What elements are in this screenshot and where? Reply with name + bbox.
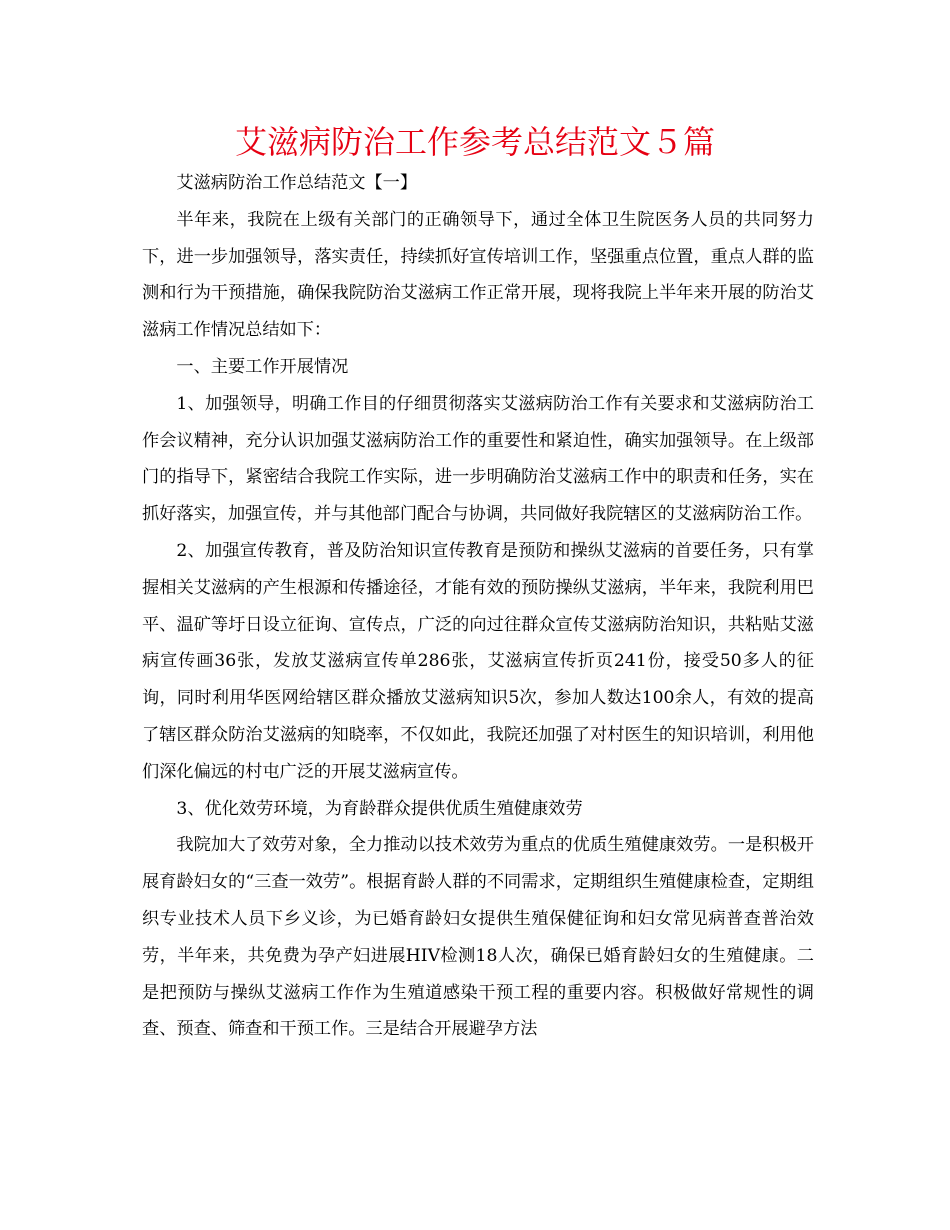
section-heading-main-work: 一、主要工作开展情况 — [176, 356, 349, 377]
document-body — [142, 165, 814, 1048]
section-heading-1: 艾滋病防治工作总结范文【一】 — [176, 173, 418, 193]
paragraph-item-1: 1、加强领导，明确工作目的仔细贯彻落实艾滋病防治工作有关要求和艾滋病防治工作会议精神，充分认识加强艾滋病防治工作的重要性和紧迫性，确实加强领导。在上级部门的指导下，紧密结合我院工作实际，进一步明确防治艾滋病工作中的职责和任务，实在抓好落实，加强宣传，并与其他部门配合与协调，共同做好我院辖区的艾滋病防治工作。 — [142, 393, 814, 525]
paragraph-item-3-body: 我院加大了效劳对象，全力推动以技术效劳为重点的优质生殖健康效劳。一是积极开展育龄妇女的“三查一效劳”。根据育龄人群的不同需求，定期组织生殖健康检查，定期组织专业技术人员下乡义诊，为已婚育龄妇女提供生殖保健征询和妇女常见病普查普治效劳，半年来，共免费为孕产妇进展HIV检测18人次，确保已婚育龄妇女的生殖健康。二是把预防与操纵艾滋病工作作为生殖道感染干预工程的重要内容。积极做好常规性的调查、预查、筛查和干预工作。三是结合开展避孕方法 — [142, 835, 814, 1040]
paragraph-item-3-heading: 3、优化效劳环境，为育龄群众提供优质生殖健康效劳 — [176, 798, 583, 819]
paragraph-intro: 半年来，我院在上级有关部门的正确领导下，通过全体卫生院医务人员的共同努力下，进一步加强领导，落实责任，持续抓好宣传培训工作，坚强重点位置，重点人群的监测和行为干预措施，确保我院防治艾滋病工作正常开展，现将我院上半年来开展的防治艾滋病工作情况总结如下： — [142, 209, 814, 341]
paragraph-item-2: 2、加强宣传教育，普及防治知识宣传教育是预防和操纵艾滋病的首要任务，只有掌握相关艾滋病的产生根源和传播途径，才能有效的预防操纵艾滋病，半年来，我院利用巴平、温矿等圩日设立征询、宣传点，广泛的向过往群众宣传艾滋病防治知识，共粘贴艾滋病宣传画36张，发放艾滋病宣传单286张，艾滋病宣传折页241份，接受50多人的征询，同时利用华医网给辖区群众播放艾滋病知识5次，参加人数达100余人，有效的提高了辖区群众防治艾滋病的知晓率，不仅如此，我院还加强了对村医生的知识培训，利用他们深化偏远的村屯广泛的开展艾滋病宣传。 — [142, 540, 814, 782]
document-title: 艾滋病防治工作参考总结范文５篇 — [234, 123, 715, 161]
